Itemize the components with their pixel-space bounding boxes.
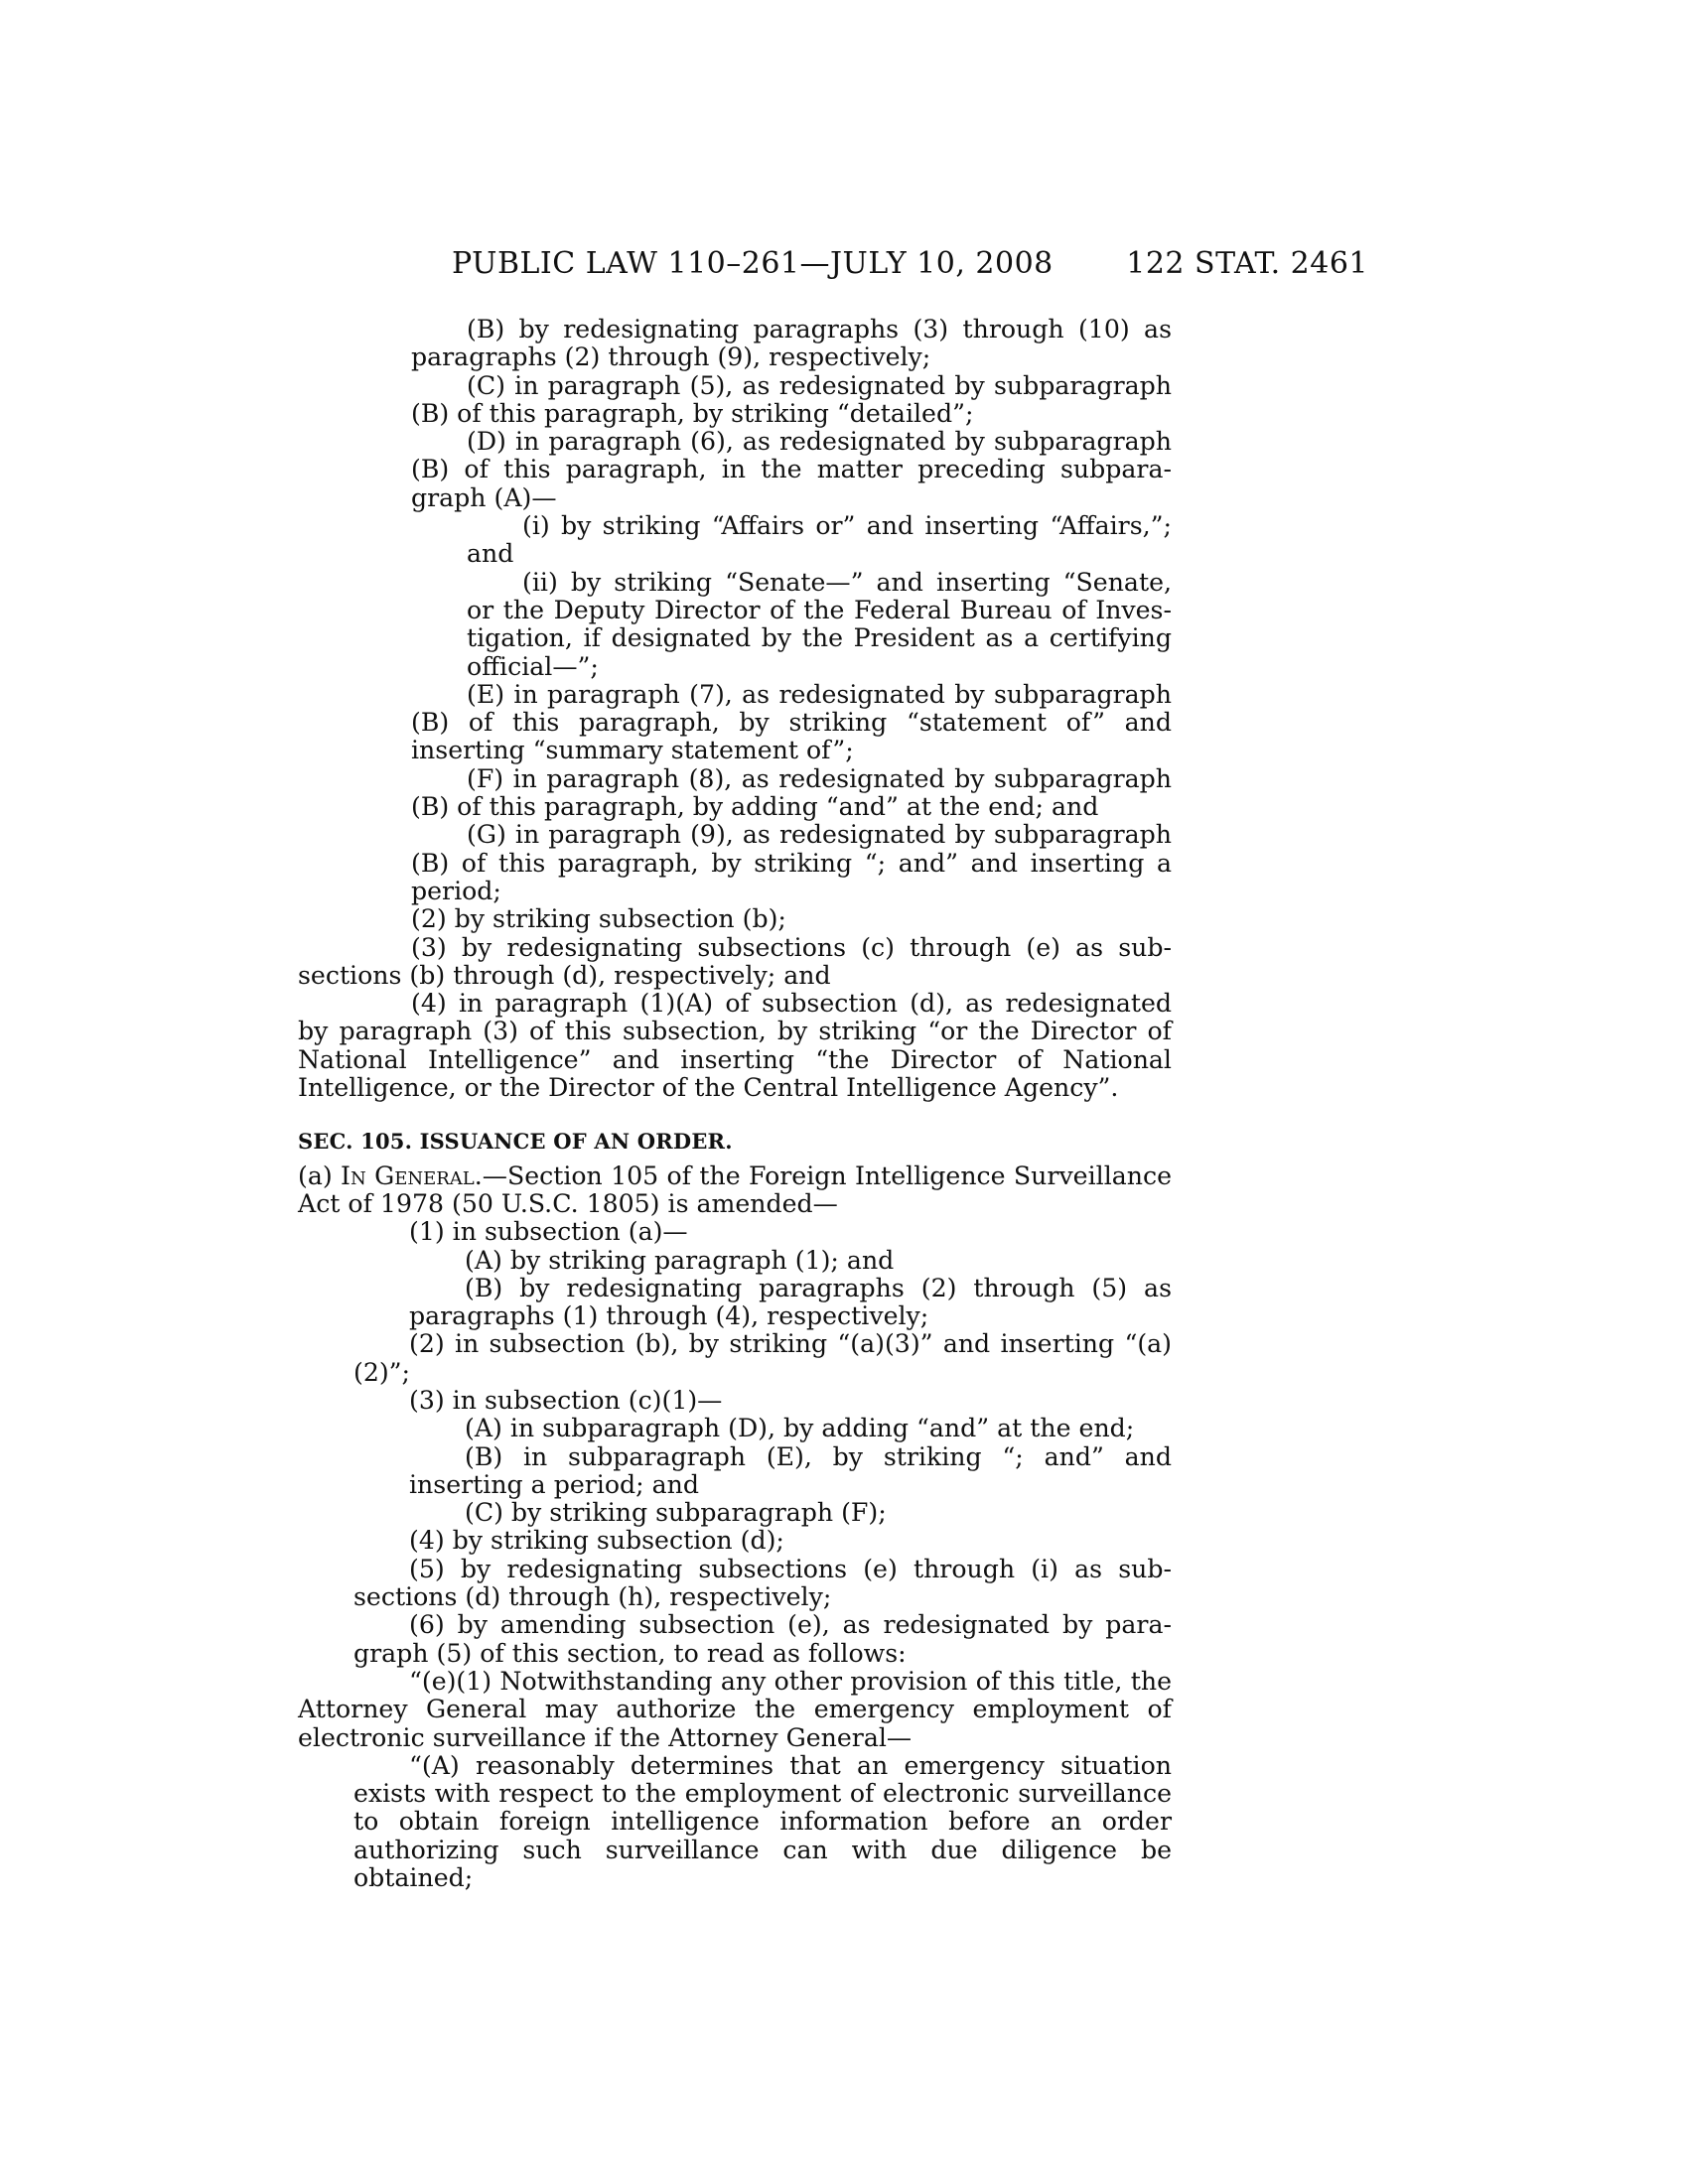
document-body: [298, 316, 1172, 1892]
subsection-a-text: .—Section 105 of the Foreign Intelligence Surveillance Act of 1978 (50 U.S.C. 1805) is amended—: [298, 1160, 1172, 1218]
page-stat-number: 122 STAT. 2461: [1126, 246, 1368, 281]
paragraph-3: (3) by redesignating subsections (c) through (e) as sub- sections (b) through (d), respectively; and: [298, 932, 1172, 990]
item-4: (4) by striking subsection (d);: [409, 1526, 784, 1556]
paragraph-D-ii: (ii) by striking “Senate—” and inserting “Senate, or the Deputy Director of the Federal Bureau of Inves- tigation, if designated by the President as a certifying official—”;: [467, 567, 1172, 681]
paragraph-B: (B) by redesignating paragraphs (3) through (10) as paragraphs (2) through (9), respectively;: [411, 315, 1172, 372]
item-1: (1) in subsection (a)—: [409, 1217, 688, 1247]
item-3: (3) in subsection (c)(1)—: [409, 1385, 723, 1415]
subsection-a: [298, 1162, 1172, 1219]
quoted-e-A: “(A) reasonably determines that an emergency situation exists with respect to the employment of electronic surveillance to obtain foreign intelligence information before an order authorizing such surveillance can with due diligence be obtained;: [353, 1750, 1172, 1893]
paragraph-F: (F) in paragraph (8), as redesignated by subparagraph (B) of this paragraph, by adding “and” at the end; and: [411, 763, 1172, 822]
item-3-C: (C) by striking subparagraph (F);: [465, 1498, 887, 1528]
quoted-e-1: “(e)(1) Notwithstanding any other provision of this title, the Attorney General may authorize the emergency employment of electronic surveillance if the Attorney General—: [298, 1666, 1172, 1752]
running-header-title: PUBLIC LAW 110–261—JULY 10, 2008: [452, 246, 1054, 281]
item-6: (6) by amending subsection (e), as redesignated by para- graph (5) of this section, to read as follows:: [353, 1610, 1172, 1668]
subsection-a-heading: In General: [341, 1160, 475, 1190]
section-heading: SEC. 105. ISSUANCE OF AN ORDER.: [298, 1129, 733, 1155]
paragraph-E: (E) in paragraph (7), as redesignated by subparagraph (B) of this paragraph, by striking “statement of” and inserting “summary statement of”;: [411, 679, 1172, 765]
paragraph-D: (D) in paragraph (6), as redesignated by subparagraph (B) of this paragraph, in the matter preceding subpara- graph (A)—: [411, 427, 1172, 512]
subsection-a-label: (a): [298, 1160, 342, 1190]
paragraph-D-i: (i) by striking “Affairs or” and inserting “Affairs,”; and: [467, 511, 1172, 569]
paragraph-4: (4) in paragraph (1)(A) of subsection (d), as redesignated by paragraph (3) of this subsection, by striking “or the Director of National Intelligence” and inserting “the Director of National Intelligence, or the Director of the Central Intelligence Agency”.: [298, 989, 1172, 1103]
item-3-A: (A) in subparagraph (D), by adding “and” at the end;: [465, 1414, 1135, 1443]
running-header: [298, 246, 1368, 290]
item-1-A: (A) by striking paragraph (1); and: [465, 1245, 895, 1275]
item-5: (5) by redesignating subsections (e) through (i) as sub- sections (d) through (h), respectively;: [353, 1554, 1172, 1612]
paragraph-G: (G) in paragraph (9), as redesignated by subparagraph (B) of this paragraph, by striking “; and” and inserting a period;: [411, 820, 1172, 905]
item-1-B: (B) by redesignating paragraphs (2) through (5) as paragraphs (1) through (4), respectively;: [409, 1273, 1172, 1331]
item-3-B: (B) in subparagraph (E), by striking “; and” and inserting a period; and: [409, 1441, 1172, 1499]
item-2: (2) in subsection (b), by striking “(a)(3)” and inserting “(a)(2)”;: [353, 1329, 1172, 1387]
paragraph-2: (2) by striking subsection (b);: [411, 904, 786, 934]
paragraph-C: (C) in paragraph (5), as redesignated by subparagraph (B) of this paragraph, by striking “detailed”;: [411, 370, 1172, 428]
